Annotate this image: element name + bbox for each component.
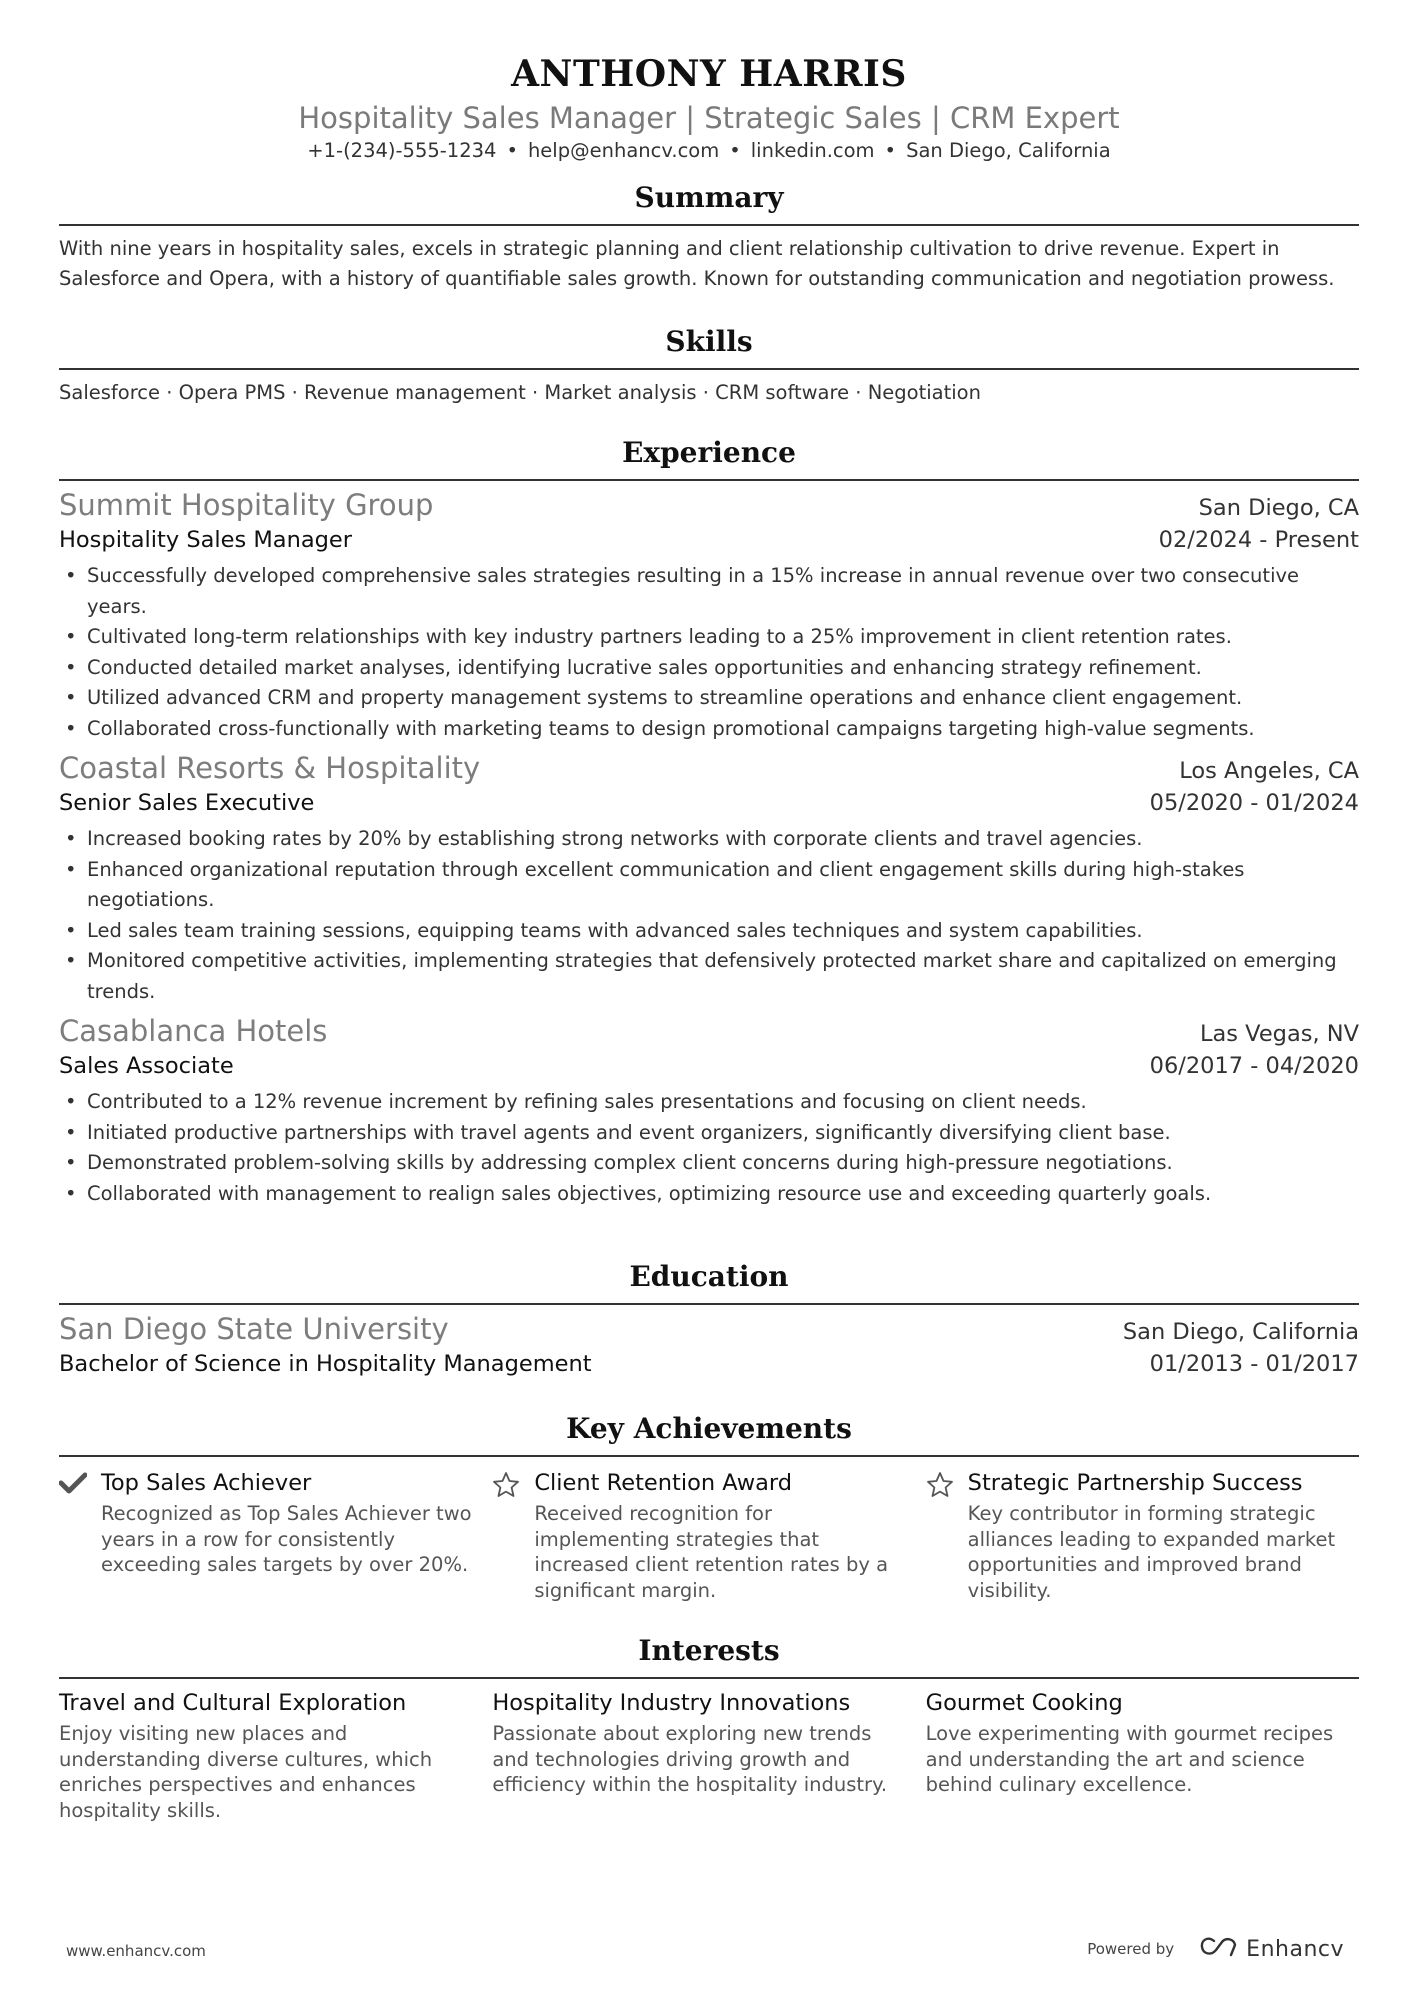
- skills-list: Salesforce · Opera PMS · Revenue management · Market analysis · CRM software · Negotiation: [59, 381, 981, 404]
- interest-item: [926, 1687, 1359, 1823]
- experience-section: [59, 435, 1359, 1209]
- bullet-item: • Cultivated long-term relationships with key industry partners leading to a 25% improvement in client retention rates.: [87, 622, 1359, 653]
- education-section: [59, 1259, 1359, 1381]
- achievement-title: Client Retention Award: [534, 1470, 793, 1496]
- achievements-section: [59, 1411, 1359, 1603]
- brand-name: Enhancv: [1246, 1936, 1344, 1962]
- achievement-title: Strategic Partnership Success: [967, 1470, 1303, 1496]
- job-entry: [59, 487, 1359, 744]
- job-location: Las Vegas, NV: [1199, 1021, 1359, 1047]
- phone: +1-(234)-555-1234: [307, 139, 497, 162]
- location: San Diego, California: [906, 139, 1111, 162]
- interest-description: Passionate about exploring new trends and technologies driving growth and efficiency within the hospitality industry.: [492, 1722, 888, 1796]
- email-link[interactable]: help@enhancv.com: [527, 139, 720, 162]
- achievement-title: Top Sales Achiever: [101, 1470, 312, 1496]
- star-outline-icon: [926, 1467, 968, 1603]
- bullet-item: • Contributed to a 12% revenue increment by refining sales presentations and focusing on client needs.: [87, 1087, 1359, 1118]
- summary-section: [59, 180, 1359, 294]
- contact-line: [59, 138, 1359, 164]
- bullet-item: • Monitored competitive activities, implementing strategies that defensively protected market share and capitalized on emerging trends.: [87, 946, 1359, 1007]
- job-dates: 05/2020 - 01/2024: [1149, 790, 1359, 816]
- footer-website-link[interactable]: www.enhancv.com: [66, 1942, 206, 1960]
- section-title: Experience: [59, 435, 1359, 481]
- footer-branding: [1087, 1936, 1344, 1962]
- bullet-item: • Demonstrated problem-solving skills by addressing complex client concerns during high-pressure negotiations.: [87, 1148, 1359, 1179]
- achievement-description: Key contributor in forming strategic alliances leading to expanded market opportunities and improved brand visibility.: [967, 1502, 1336, 1602]
- bullet-item: • Initiated productive partnerships with travel agents and event organizers, significantly diversifying client base.: [87, 1118, 1359, 1149]
- company-name: Casablanca Hotels: [59, 1014, 328, 1048]
- company-name: Summit Hospitality Group: [59, 488, 434, 522]
- interest-description: Love experimenting with gourmet recipes and understanding the art and science behind culinary excellence.: [925, 1722, 1334, 1796]
- interests-section: [59, 1633, 1359, 1823]
- job-bullets: [59, 824, 1359, 1007]
- resume-page: [59, 0, 1359, 1822]
- achievement-description: Recognized as Top Sales Achiever two years in a row for consistently exceeding sales targets by over 20%.: [101, 1502, 472, 1576]
- job-bullets: [59, 1087, 1359, 1209]
- bullet-item: • Enhanced organizational reputation through excellent communication and client engagement skills during high-stakes negotiations.: [87, 855, 1359, 916]
- degree: Bachelor of Science in Hospitality Management: [59, 1351, 592, 1377]
- interest-title: Travel and Cultural Exploration: [59, 1690, 407, 1716]
- job-location: San Diego, CA: [1198, 495, 1359, 521]
- resume-header: [59, 0, 1359, 164]
- linkedin-link[interactable]: linkedin.com: [750, 139, 875, 162]
- separator: •: [506, 139, 518, 162]
- separator: •: [884, 139, 897, 162]
- job-dates: 06/2017 - 04/2020: [1149, 1053, 1359, 1079]
- school-location: San Diego, California: [1122, 1319, 1359, 1345]
- job-title: Senior Sales Executive: [59, 790, 315, 816]
- job-title: Sales Associate: [59, 1053, 234, 1079]
- education-dates: 01/2013 - 01/2017: [1149, 1351, 1359, 1377]
- summary-text: With nine years in hospitality sales, excels in strategic planning and client relationship cultivation to drive revenue. Expert in Salesforce and Opera, with a history of quantifiable sales growth. Known for outstanding communication and negotiation prowess.: [59, 237, 1335, 290]
- candidate-name: ANTHONY HARRIS: [511, 53, 907, 95]
- achievement-item: [492, 1467, 925, 1603]
- job-entry: [59, 1013, 1359, 1209]
- skills-section: [59, 324, 1359, 408]
- interest-item: [59, 1687, 492, 1823]
- section-title: Education: [59, 1259, 1359, 1305]
- section-title: Summary: [59, 180, 1359, 226]
- achievement-item: [59, 1467, 492, 1603]
- headline: Hospitality Sales Manager | Strategic Sales | CRM Expert: [298, 101, 1120, 135]
- interest-item: [492, 1687, 925, 1823]
- company-name: Coastal Resorts & Hospitality: [59, 751, 481, 785]
- job-dates: 02/2024 - Present: [1158, 527, 1359, 553]
- bullet-item: • Collaborated cross-functionally with marketing teams to design promotional campaigns targeting high-value segments.: [87, 714, 1359, 745]
- achievement-item: [926, 1467, 1359, 1603]
- bullet-item: • Collaborated with management to realign sales objectives, optimizing resource use and exceeding quarterly goals.: [87, 1179, 1359, 1210]
- interest-title: Hospitality Industry Innovations: [492, 1690, 851, 1716]
- job-entry: [59, 750, 1359, 1007]
- interest-title: Gourmet Cooking: [925, 1690, 1123, 1716]
- bullet-item: • Utilized advanced CRM and property management systems to streamline operations and enhance client engagement.: [87, 683, 1359, 714]
- separator: •: [729, 139, 741, 162]
- bullet-item: • Conducted detailed market analyses, identifying lucrative sales opportunities and enhancing strategy refinement.: [87, 653, 1359, 684]
- bullet-item: • Successfully developed comprehensive sales strategies resulting in a 15% increase in annual revenue over two consecutive years.: [87, 561, 1359, 622]
- bullet-item: • Led sales team training sessions, equipping teams with advanced sales techniques and system capabilities.: [87, 916, 1359, 947]
- school-name: San Diego State University: [59, 1312, 449, 1346]
- star-outline-icon: [492, 1467, 534, 1603]
- section-title: Interests: [59, 1633, 1359, 1679]
- job-bullets: [59, 561, 1359, 744]
- interest-description: Enjoy visiting new places and understanding diverse cultures, which enriches perspectives and enhances hospitality skills.: [59, 1722, 433, 1822]
- achievement-description: Received recognition for implementing strategies that increased client retention rates by a significant margin.: [534, 1502, 889, 1602]
- section-title: Skills: [59, 324, 1359, 370]
- enhancv-logo-icon: [1200, 1936, 1238, 1962]
- job-title: Hospitality Sales Manager: [59, 527, 353, 553]
- powered-by-label: Powered by: [1087, 1940, 1175, 1958]
- checkmark-icon: [59, 1467, 101, 1603]
- bullet-item: • Increased booking rates by 20% by establishing strong networks with corporate clients and travel agencies.: [87, 824, 1359, 855]
- section-title: Key Achievements: [59, 1411, 1359, 1457]
- job-location: Los Angeles, CA: [1179, 758, 1359, 784]
